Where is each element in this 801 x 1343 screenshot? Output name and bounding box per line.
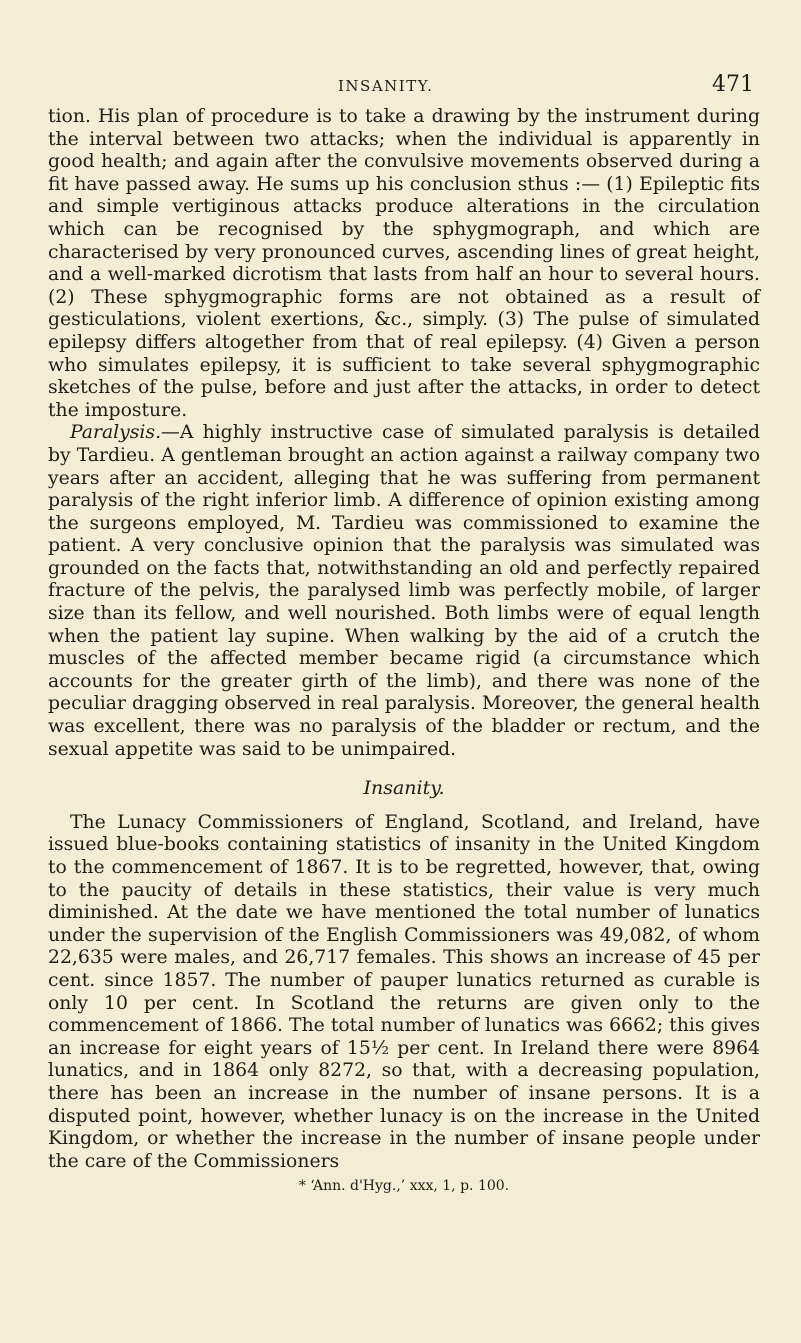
section-heading-insanity: Insanity. [363, 777, 445, 800]
footnote: * ‘Ann. d'Hyg.,’ xxx, 1, p. 100. [298, 1178, 510, 1195]
paralysis-text: —A highly instructive case of simulated paralysis is detailed by Tardieu. A gentleman brought an action against a railway company two years after an accident, alleging that he was suffering from permanent paralysis of the right inferior limb. A difference of opinion existing among the surgeons employed, M. Tardieu was commissioned to examine the patient. A very conclusive opinion that the paralysis was simulated was grounded on the facts that, notwithstanding an old and perfectly repaired fracture of the pelvis, the paralysed limb was perfectly mobile, of larger size than its fellow, and well nourished. Both limbs were of equal length when the patient lay supine. When walking by the aid of a crutch the muscles of the affected member became rigid (a circumstance which accounts for the greater girth of the limb), and there was none of the peculiar dragging observed in real paralysis. Moreover, the general health was excellent, there was no paralysis of the bladder or rectum, and the sexual appetite was said to be unimpaired. [48, 422, 760, 760]
paragraph-paralysis [48, 422, 760, 761]
running-head: INSANITY. [338, 77, 434, 95]
paragraph-insanity-statistics: The Lunacy Commissioners of England, Scotland, and Ireland, have issued blue-books containing statistics of insanity in the United Kingdom to the commencement of 1867. It is to be regretted, however, that, owing to the paucity of details in these statistics, their value is very much diminished. At the date we have mentioned the total number of lunatics under the supervision of the English Commissioners was 49,082, of whom 22,635 were males, and 26,717 females. This shows an increase of 45 per cent. since 1857. The number of pauper lunatics returned as curable is only 10 per cent. In Scotland the returns are given only to the commencement of 1866. The total number of lunatics was 6662; this gives an increase for eight years of 15½ per cent. In Ireland there were 8964 lunatics, and in 1864 only 8272, so that, with a decreasing population, there has been an increase in the number of insane persons. It is a disputed point, however, whether lunacy is on the increase in the United Kingdom, or whether the increase in the number of insane people under the care of the Commissioners [48, 811, 760, 1172]
page-number: 471 [712, 72, 754, 97]
paralysis-run-in-heading: Paralysis. [70, 422, 162, 444]
paragraph-epilepsy-conclusion: tion. His plan of procedure is to take a drawing by the instrument during the interval between two attacks; when the individual is apparently in good health; and again after the convulsive movements observed during a fit have passed away. He sums up his conclusion sthus :— (1) Epileptic fits and simple vertiginous attacks produce alterations in the circulation which can be recognised by the sphygmograph, and which are characterised by very pronounced curves, ascending lines of great height, and a well-marked dicrotism that lasts from half an hour to several hours. (2) These sphygmographic forms are not obtained as a result of gesticulations, violent exertions, &c., simply. (3) The pulse of simulated epilepsy differs altogether from that of real epilepsy. (4) Given a person who simulates epilepsy, it is sufficient to take several sphygmographic sketches of the pulse, before and just after the attacks, in order to detect the imposture. [48, 106, 760, 421]
body-text [48, 106, 760, 1195]
